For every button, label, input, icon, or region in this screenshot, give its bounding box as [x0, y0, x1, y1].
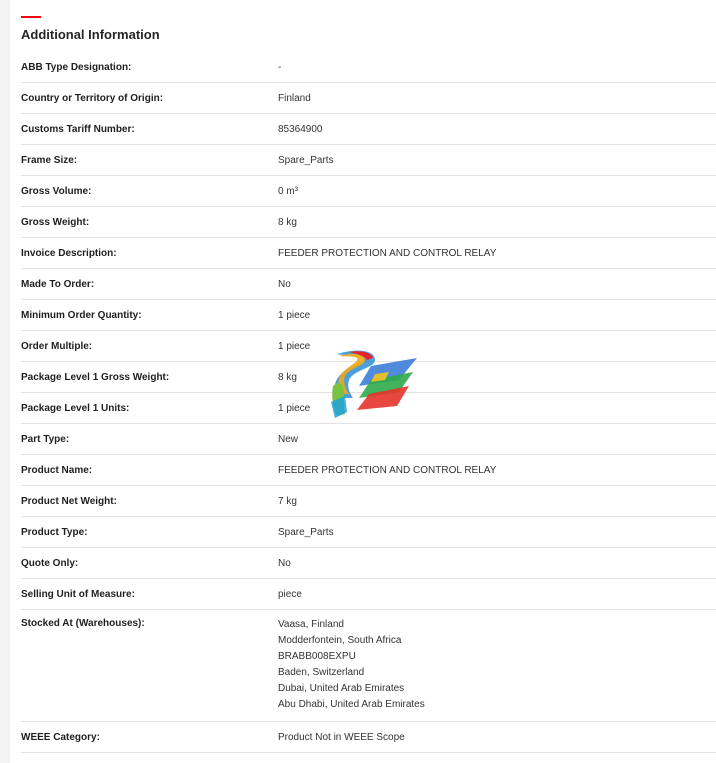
attribute-label: Country or Territory of Origin: — [21, 93, 164, 104]
attribute-label: Product Net Weight: — [21, 496, 117, 507]
attribute-value: Product Not in WEEE Scope — [278, 732, 405, 743]
attribute-label: Order Multiple: — [21, 341, 93, 352]
attribute-value: New — [278, 434, 299, 445]
attribute-row — [21, 269, 716, 300]
attribute-label: Made To Order: — [21, 279, 95, 290]
warehouse-item: Dubai, United Arab Emirates — [278, 683, 405, 694]
attribute-label: Stocked At (Warehouses): — [21, 618, 145, 629]
attribute-value: 1 piece — [278, 341, 311, 352]
warehouse-list — [278, 610, 716, 721]
warehouse-item: Abu Dhabi, United Arab Emirates — [278, 699, 425, 710]
attribute-row — [21, 517, 716, 548]
attribute-value: FEEDER PROTECTION AND CONTROL RELAY — [278, 465, 497, 476]
warehouse-item: Modderfontein, South Africa — [278, 635, 402, 646]
attribute-label: Invoice Description: — [21, 248, 117, 259]
attribute-row-stocked-at — [21, 610, 716, 722]
warehouse-item: Baden, Switzerland — [278, 667, 365, 678]
attribute-label: WEEE Category: — [21, 732, 100, 743]
attribute-value: Finland — [278, 93, 311, 104]
attribute-value: 7 kg — [278, 496, 297, 507]
attribute-label: Gross Volume: — [21, 186, 92, 197]
attribute-value: 85364900 — [278, 124, 323, 135]
attribute-value: Spare_Parts — [278, 527, 334, 538]
section-title: Additional Information — [21, 27, 160, 42]
attribute-value: 8 kg — [278, 372, 297, 383]
attribute-value: No — [278, 558, 291, 569]
attribute-row — [21, 52, 716, 83]
attribute-row — [21, 114, 716, 145]
additional-information-panel — [10, 0, 716, 763]
attribute-label: ABB Type Designation: — [21, 62, 132, 73]
attribute-label: Package Level 1 Units: — [21, 403, 130, 414]
attribute-label: Minimum Order Quantity: — [21, 310, 142, 321]
attribute-row — [21, 455, 716, 486]
colorful-watermark-logo-icon — [319, 346, 423, 426]
attribute-row — [21, 83, 716, 114]
accent-bar — [21, 16, 41, 18]
warehouse-item: BRABB008EXPU — [278, 651, 356, 662]
attribute-value: Spare_Parts — [278, 155, 334, 166]
warehouse-item: Vaasa, Finland — [278, 619, 344, 630]
attribute-value: 1 piece — [278, 310, 311, 321]
attribute-row — [21, 300, 716, 331]
attribute-value: FEEDER PROTECTION AND CONTROL RELAY — [278, 248, 497, 259]
attribute-row — [21, 548, 716, 579]
attribute-row — [21, 207, 716, 238]
attribute-row — [21, 579, 716, 610]
attribute-label: Package Level 1 Gross Weight: — [21, 372, 170, 383]
attribute-label: Gross Weight: — [21, 217, 90, 228]
attribute-row — [21, 238, 716, 269]
attribute-value: 0 m³ — [278, 186, 298, 197]
attribute-label: Selling Unit of Measure: — [21, 589, 135, 600]
attribute-row — [21, 424, 716, 455]
attribute-label: Product Type: — [21, 527, 88, 538]
attribute-value: No — [278, 279, 291, 290]
attribute-value: - — [278, 62, 282, 73]
attribute-value: piece — [278, 589, 302, 600]
attribute-row-weee — [21, 722, 716, 753]
attribute-value: 8 kg — [278, 217, 297, 228]
attribute-row — [21, 145, 716, 176]
attribute-value: 1 piece — [278, 403, 311, 414]
attribute-label: Frame Size: — [21, 155, 78, 166]
attribute-label: Customs Tariff Number: — [21, 124, 135, 135]
attribute-label: Quote Only: — [21, 558, 79, 569]
attribute-row — [21, 176, 716, 207]
attribute-label: Part Type: — [21, 434, 70, 445]
attribute-row — [21, 486, 716, 517]
attribute-label: Product Name: — [21, 465, 93, 476]
